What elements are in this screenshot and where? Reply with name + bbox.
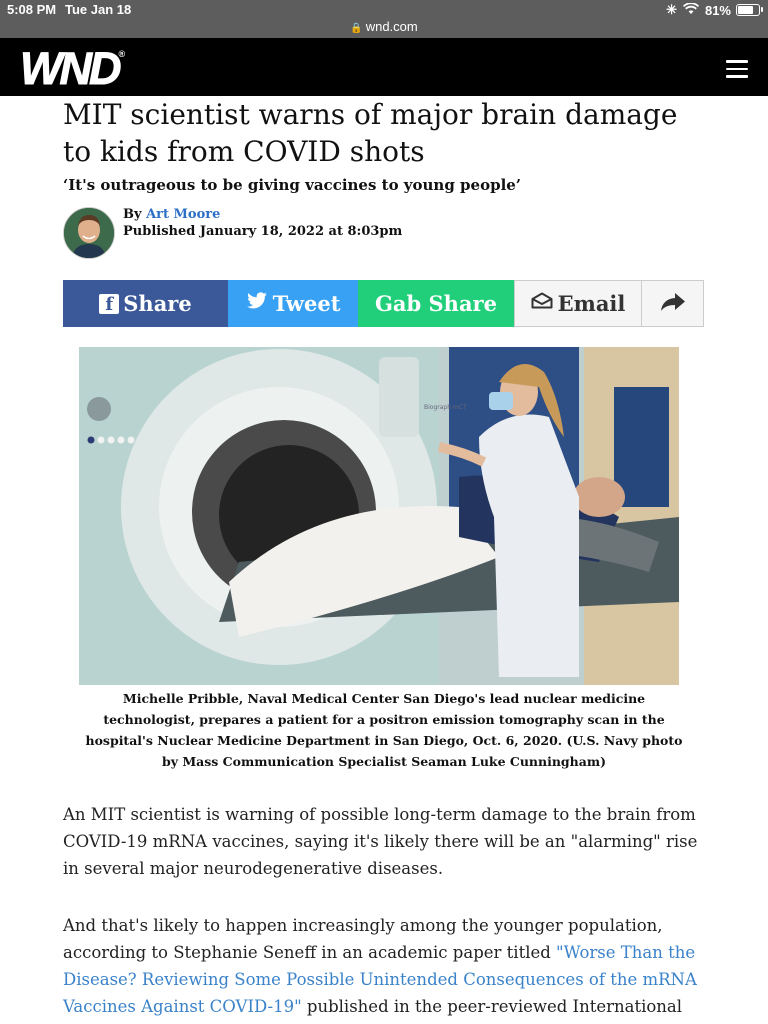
article-paragraph: And that's likely to happen increasingly among the younger population, according to Stephanie Seneff in an academic paper titled "Worse Than the Disease? Reviewing Some Possible Unintended Consequences of the mRNA Vaccines Against COVID-19" published in the peer-reviewed International [63,916,697,1016]
status-date: Tue Jan 18 [65,2,132,17]
hamburger-menu-icon[interactable] [726,60,748,78]
gab-share-button[interactable] [358,280,514,327]
status-time: 5:08 PM [7,2,57,17]
more-share-button[interactable] [642,280,704,327]
photo-caption: Michelle Pribble, Naval Medical Center San Diego's lead nuclear medicine technologist, prepares a patient for a positron emission tomography scan in the hospital's Nuclear Medicine Department in San Diego, Oct. 6, 2020. (U.S. Navy photo by Mass Communication Specialist Seaman Luke Cunningham) [85,691,683,769]
byline [123,206,402,240]
author-avatar[interactable] [63,207,115,259]
envelope-icon [531,292,553,315]
address-url: wnd.com [365,19,418,34]
twitter-share-label: Tweet [272,291,341,316]
article-title: MIT scientist warns of major brain damage to kids from COVID shots [63,98,678,168]
status-bar [0,0,768,38]
published-date: Published January 18, 2022 at 8:03pm [123,224,403,239]
battery-percent: 81% [704,2,731,18]
email-share-button[interactable] [514,280,642,327]
wifi-icon [683,3,699,18]
email-share-label: Email [557,291,626,316]
article-paragraph: An MIT scientist is warning of possible long-term damage to the brain from COVID-19 mRNA vaccines, saying it's likely there will be an "alarming" rise in several major neurodegenerative diseases. [63,805,698,878]
article-photo [79,347,679,685]
loading-icon: ✳ [666,2,677,17]
battery-icon [736,4,760,16]
gab-share-label: Gab Share [374,291,497,316]
registered-mark: ® [118,49,126,59]
twitter-icon [246,292,268,316]
paper-link[interactable]: "Worse Than the Disease? Reviewing Some Possible Unintended Consequences of the mRNA Vaccines Against COVID-19" [63,943,697,1016]
facebook-share-label: Share [123,291,192,316]
status-indicators [660,2,760,18]
battery-level [738,6,753,14]
share-arrow-icon [660,289,686,319]
twitter-share-button[interactable] [228,280,358,327]
article-subtitle: ‘It's outrageous to be giving vaccines to young people’ [63,176,522,194]
facebook-icon: f [99,294,119,314]
machine-label: Biograph mCT [424,404,467,411]
address-bar[interactable] [0,19,768,34]
wnd-logo[interactable]: WND® [20,43,126,94]
site-header [0,38,768,96]
author-link[interactable]: Art Moore [146,207,221,222]
by-label: By [123,207,142,222]
lock-icon: 🔒 [350,23,363,34]
facebook-share-button[interactable] [63,280,228,327]
